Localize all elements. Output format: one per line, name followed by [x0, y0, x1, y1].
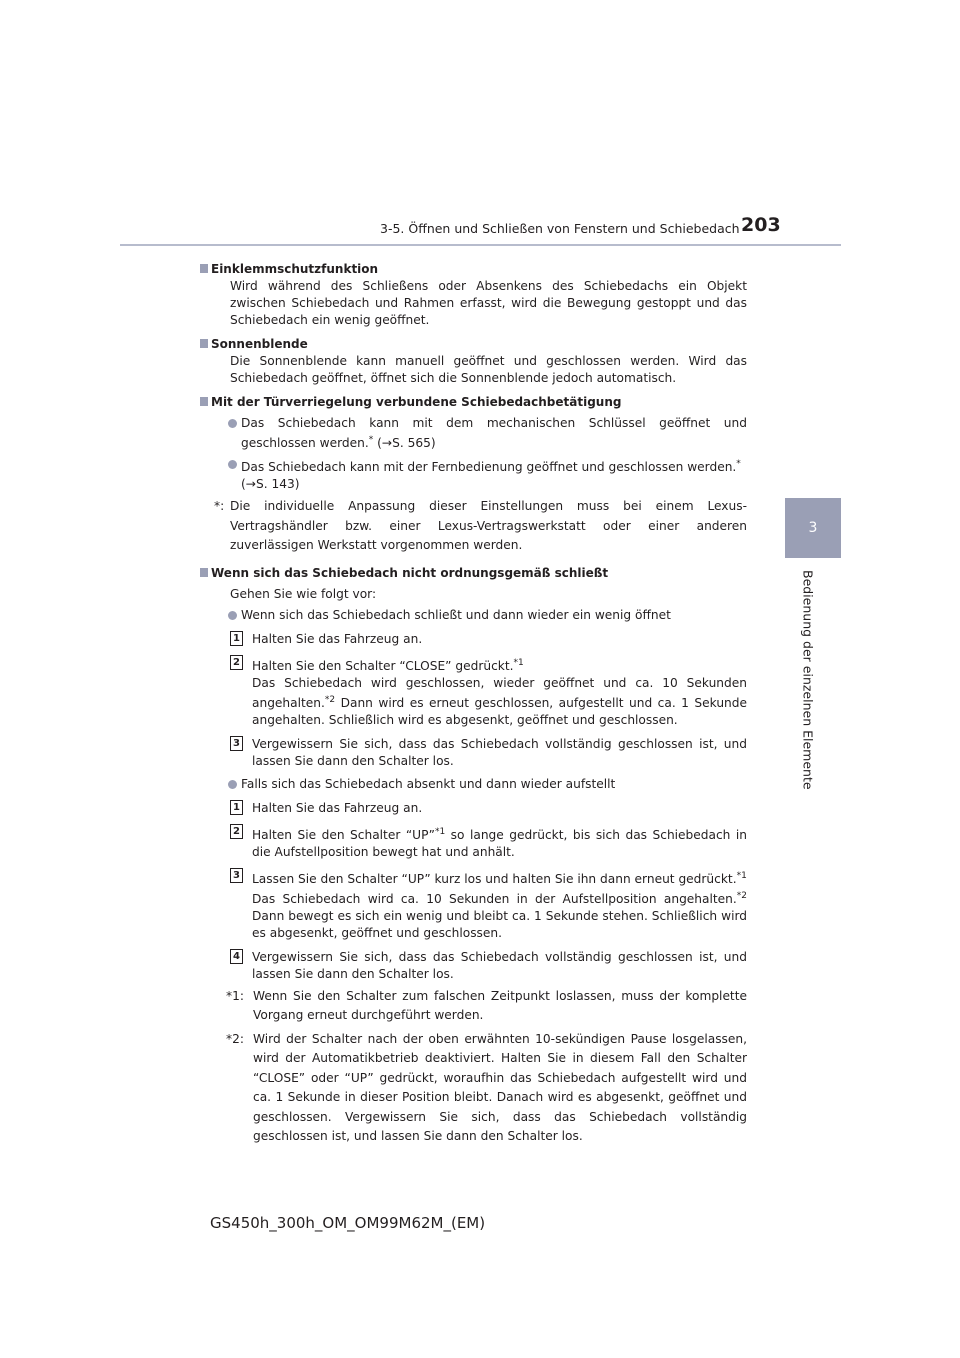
- step-item: 2 Halten Sie den Schalter “UP”$^{*1}$ so lange gedrückt, bis sich das Schiebedach in die Aufstellposition bewegt hat und anhält.: [252, 824, 747, 861]
- square-bullet-icon: [200, 339, 208, 348]
- circle-bullet-icon: [228, 780, 237, 789]
- section-heading: Wenn sich das Schiebedach nicht ordnungsgemäß schließt: [211, 565, 747, 582]
- chapter-tab: 3: [785, 498, 841, 558]
- section-text: Wird während des Schließens oder Absenkens des Schiebedachs ein Objekt zwischen Schiebedach und Rahmen erfasst, wird die Bewegung gestoppt und das Schiebedach ein wenig geöffnet.: [230, 279, 747, 327]
- step-item: 3 Lassen Sie den Schalter “UP” kurz los und halten Sie ihn dann erneut gedrückt.$^{*1}$ Das Schiebedach wird ca. 10 Sekunden in der Aufstellposition angehalten.$^{*2}$ Dann bewegt es sich ein wenig und bleibt ca. 1 Sekunde stehen. Schließlich wird es abgesenkt, geöffnet und geschlossen.: [252, 868, 747, 942]
- step-item: 4 Vergewissern Sie sich, dass das Schiebedach vollständig geschlossen ist, und lassen Sie dann den Schalter los.: [252, 949, 747, 983]
- page-header-title: 3-5. Öffnen und Schließen von Fenstern und Schiebedach: [380, 221, 740, 236]
- bullet-item: Das Schiebedach kann mit dem mechanischen Schlüssel geöffnet und geschlossen werden.* (→S. 565): [230, 415, 747, 452]
- bullet-item: Wenn sich das Schiebedach schließt und dann wieder ein wenig öffnet: [230, 607, 747, 624]
- section-text: Die Sonnenblende kann manuell geöffnet und geschlossen werden. Wird das Schiebedach geöffnet, öffnet sich die Sonnenblende jedoch automatisch.: [230, 354, 747, 385]
- step-item: 1 Halten Sie das Fahrzeug an.: [252, 800, 747, 817]
- square-bullet-icon: [200, 397, 208, 406]
- circle-bullet-icon: [228, 611, 237, 620]
- bullet-item: Das Schiebedach kann mit der Fernbedienung geöffnet und geschlossen werden.* (→S. 143): [230, 456, 747, 493]
- footnote: *1: Wenn Sie den Schalter zum falschen Zeitpunkt loslassen, muss der komplette Vorgang erneut durchgeführt werden.: [226, 988, 747, 1023]
- footnote: *: Die individuelle Anpassung dieser Einstellungen muss bei einem Lexus-Vertragshändler bzw. einer Lexus-Vertragswerkstatt oder einer anderen zuverlässigen Werkstatt vorgenommen werden.: [214, 499, 747, 553]
- section-heading: Einklemmschutzfunktion: [211, 261, 747, 278]
- square-bullet-icon: [200, 568, 208, 577]
- section-heading: Sonnenblende: [211, 336, 747, 353]
- bullet-item: Falls sich das Schiebedach absenkt und dann wieder aufstellt: [230, 776, 747, 793]
- chapter-side-label: Bedienung der einzelnen Elemente: [800, 570, 816, 790]
- page-content: [211, 254, 747, 1147]
- document-code-footer: GS450h_300h_OM_OM99M62M_(EM): [210, 1214, 486, 1232]
- circle-bullet-icon: [228, 460, 237, 469]
- step-item: 3 Vergewissern Sie sich, dass das Schiebedach vollständig geschlossen ist, und lassen Sie dann den Schalter los.: [252, 736, 747, 770]
- section-intro: Gehen Sie wie folgt vor:: [230, 586, 377, 601]
- footnote: *2: Wird der Schalter nach der oben erwähnten 10-sekündigen Pause losgelassen, wird der Automatikbetrieb deaktiviert. Halten Sie in diesem Fall den Schalter “CLOSE” oder “UP” gedrückt, woraufhin das Schiebedach aufgestellt wird und ca. 1 Sekunde in dieser Position bleibt. Danach wird es abgesenkt, geöffnet und geschlossen. Vergewissern Sie sich, dass das Schiebedach vollständig geschlossen ist, und lassen Sie dann den Schalter los.: [226, 1031, 747, 1144]
- page-number: 203: [741, 214, 781, 236]
- header-rule: [120, 244, 841, 246]
- circle-bullet-icon: [228, 419, 237, 428]
- step-item: 1 Halten Sie das Fahrzeug an.: [252, 631, 747, 648]
- step-item: 2 Halten Sie den Schalter “CLOSE” gedrückt.$^{*1}$ Das Schiebedach wird geschlossen, wieder geöffnet und ca. 10 Sekunden angehalten.$^{*2}$ Dann wird es erneut geschlossen, aufgestellt und ca. 1 Sekunde angehalten. Schließlich wird es abgesenkt, geöffnet und geschlossen.: [252, 655, 747, 729]
- section-heading: Mit der Türverriegelung verbundene Schiebedachbetätigung: [211, 394, 747, 411]
- square-bullet-icon: [200, 264, 208, 273]
